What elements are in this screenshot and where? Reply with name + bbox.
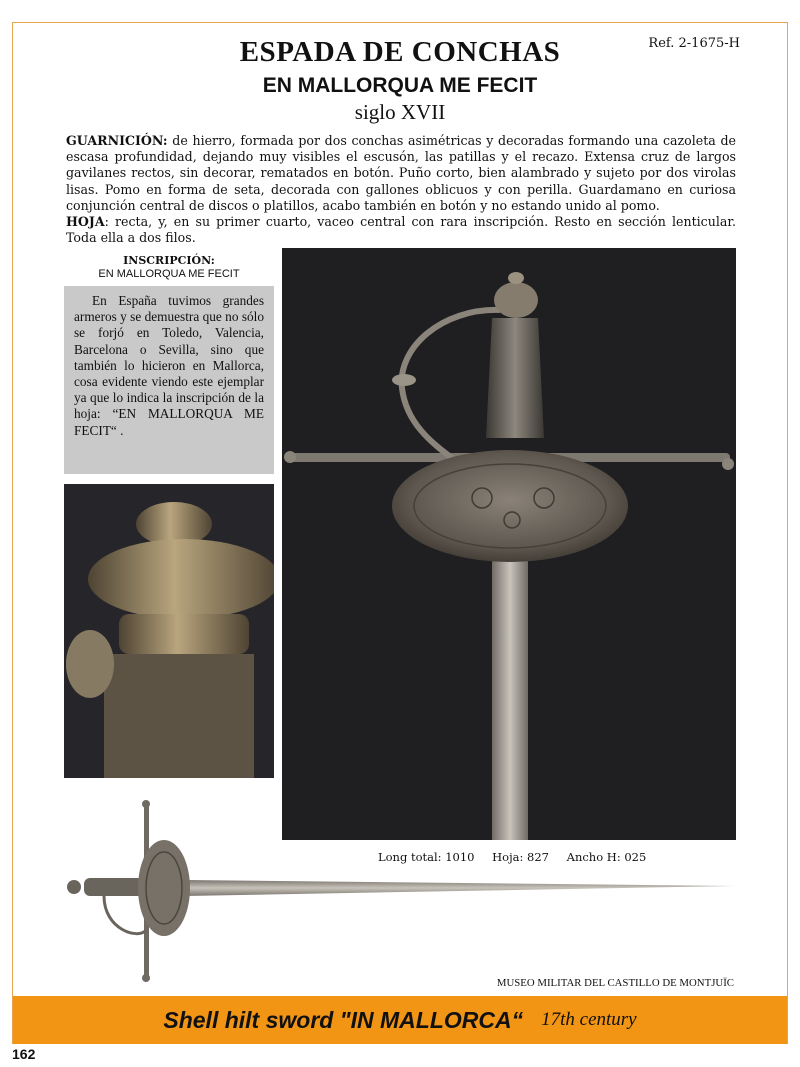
page-title: ESPADA DE CONCHAS [239,36,561,68]
banner-subtitle: 17th century [541,1009,637,1030]
english-title-banner [13,996,787,1044]
hilt-photo [282,248,736,840]
length-total: Long total: 1010 [378,850,475,864]
century-label: siglo XVII [354,100,446,124]
hoja-text: : recta, y, en su primer cuarto, vaceo central con rara inscripción. Resto en sección lenticular. Toda ella a dos filos. [66,214,736,246]
reference-number: Ref. 2-1675-H [648,36,740,51]
description [66,133,736,246]
page-subtitle: EN MALLORQUA ME FECIT [262,74,538,97]
hoja-label: HOJA [66,214,105,230]
inscription-text: EN MALLORQUA ME FECIT [98,268,240,280]
museum-credit: MUSEO MILITAR DEL CASTILLO DE MONTJUÏC [496,977,734,989]
guarnicion-text: de hierro, formada por dos conchas asimétricas y decoradas formando una cazoleta de escasa profundidad, dejando muy visibles el escusón, las patillas y el recazo. Extensa cruz de largos gavilanes rectos, sin decorar, rematados en botón. Puño corto, bien alambrado y sujeto por dos virolas lisas. Pomo en forma de seta, decorada con gallones oblicuos y con perilla. Guardamano en curiosa conjunción central de discos o platillos, acabo también en botón y no estando unido al pomo. [66,133,736,213]
banner-title: Shell hilt sword "IN MALLORCA“ [163,1006,524,1033]
note-text: En España tuvimos grandes armeros y se demuestra que no sólo se forjó en Toledo, Valencia, Barcelona o Sevilla, sino que también lo hicieron en Mallorca, cosa evidente viendo este ejemplar ya que lo indica la inscripción de la hoja: “EN MALLORQUA ME FECIT“ . [74,293,264,438]
blade-length: Hoja: 827 [492,850,549,864]
page-number: 162 [12,1046,36,1062]
guarnicion-label: GUARNICIÓN: [66,133,168,148]
inscription-label: INSCRIPCIÓN: [123,254,215,267]
blade-width: Ancho H: 025 [566,850,647,864]
full-sword-photo [64,800,744,984]
note-box [64,286,274,474]
pommel-detail-photo [64,484,274,778]
